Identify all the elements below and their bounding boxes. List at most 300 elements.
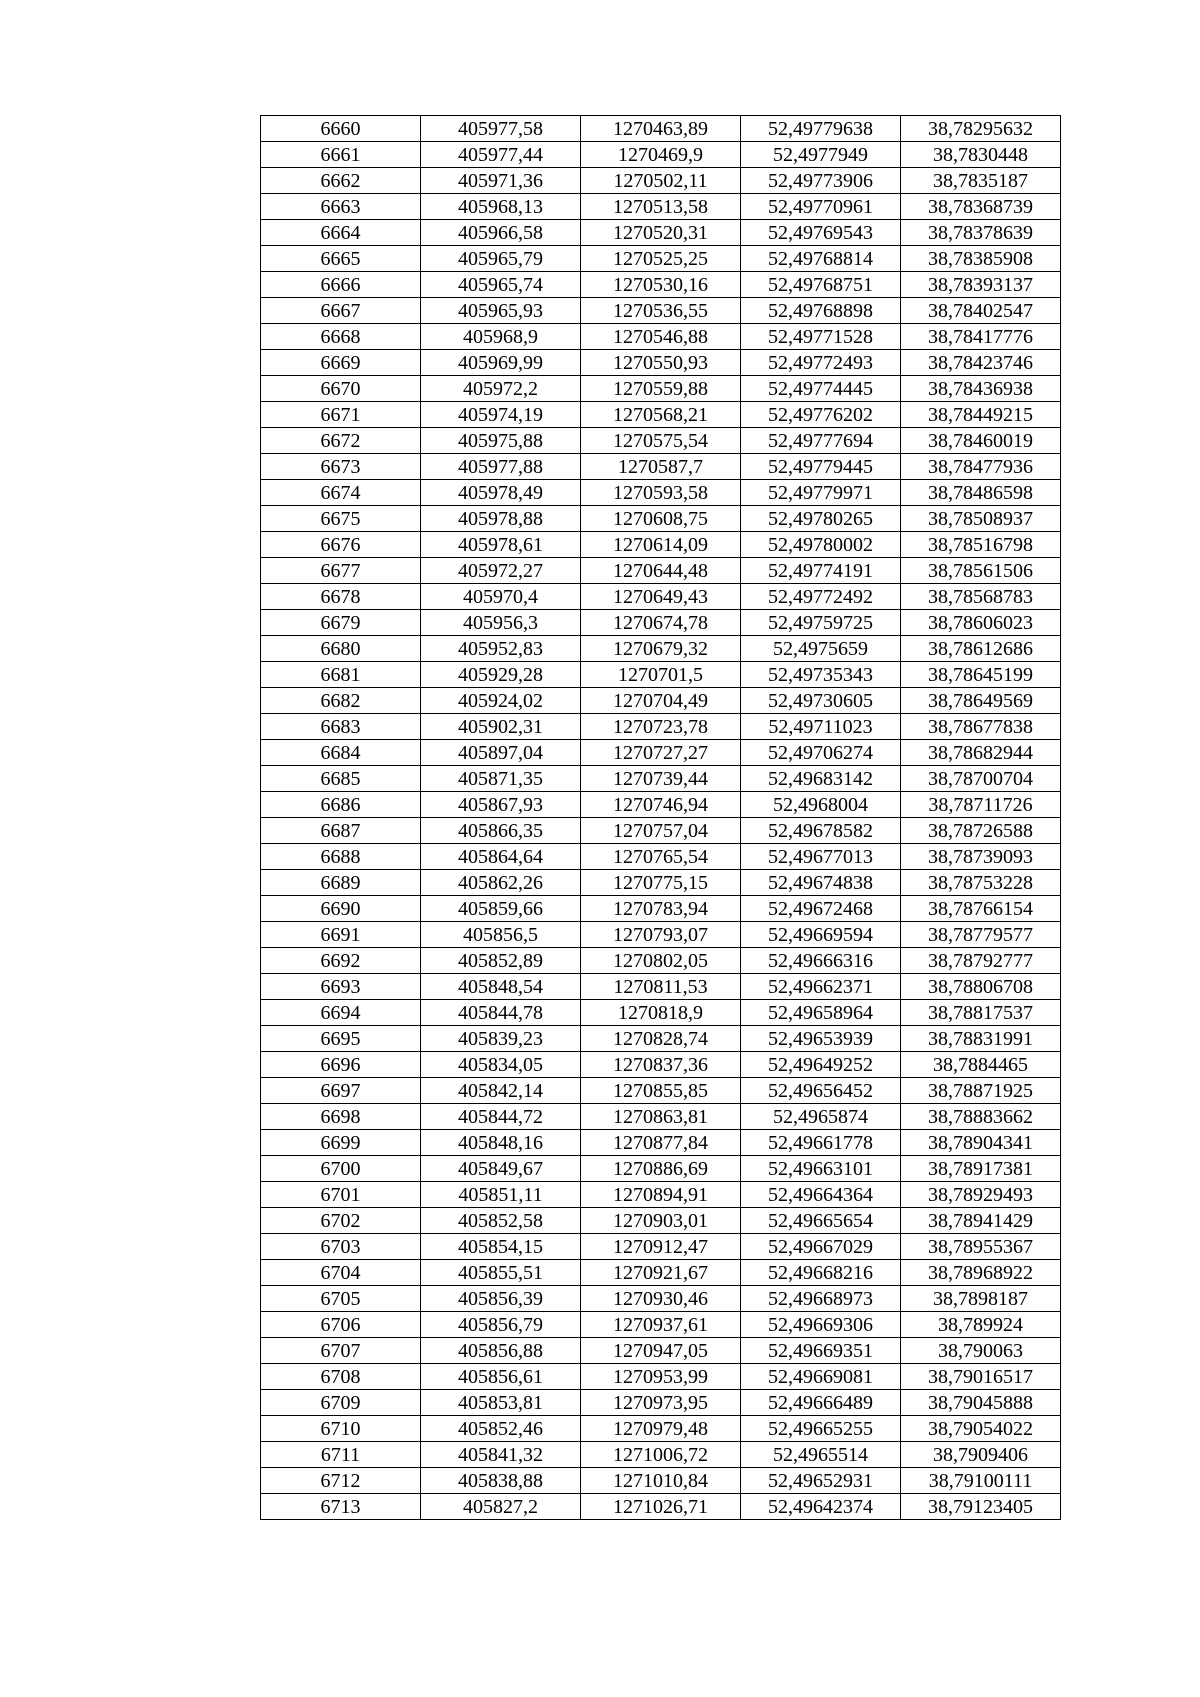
latitude-cell: 52,49735343 bbox=[741, 662, 901, 688]
point-number-cell: 6663 bbox=[261, 194, 421, 220]
x-coordinate-cell: 405970,4 bbox=[421, 584, 581, 610]
point-number-cell: 6668 bbox=[261, 324, 421, 350]
longitude-cell: 38,78417776 bbox=[901, 324, 1061, 350]
point-number-cell: 6671 bbox=[261, 402, 421, 428]
x-coordinate-cell: 405856,79 bbox=[421, 1312, 581, 1338]
latitude-cell: 52,49777694 bbox=[741, 428, 901, 454]
point-number-cell: 6684 bbox=[261, 740, 421, 766]
longitude-cell: 38,78766154 bbox=[901, 896, 1061, 922]
point-number-cell: 6689 bbox=[261, 870, 421, 896]
longitude-cell: 38,78368739 bbox=[901, 194, 1061, 220]
x-coordinate-cell: 405977,88 bbox=[421, 454, 581, 480]
x-coordinate-cell: 405852,89 bbox=[421, 948, 581, 974]
y-coordinate-cell: 1270886,69 bbox=[581, 1156, 741, 1182]
latitude-cell: 52,49769543 bbox=[741, 220, 901, 246]
x-coordinate-cell: 405965,79 bbox=[421, 246, 581, 272]
table-row bbox=[261, 1468, 1061, 1494]
y-coordinate-cell: 1270921,67 bbox=[581, 1260, 741, 1286]
latitude-cell: 52,49669306 bbox=[741, 1312, 901, 1338]
table-row bbox=[261, 480, 1061, 506]
y-coordinate-cell: 1270469,9 bbox=[581, 142, 741, 168]
longitude-cell: 38,78649569 bbox=[901, 688, 1061, 714]
point-number-cell: 6672 bbox=[261, 428, 421, 454]
y-coordinate-cell: 1270818,9 bbox=[581, 1000, 741, 1026]
point-number-cell: 6691 bbox=[261, 922, 421, 948]
point-number-cell: 6692 bbox=[261, 948, 421, 974]
x-coordinate-cell: 405978,88 bbox=[421, 506, 581, 532]
point-number-cell: 6711 bbox=[261, 1442, 421, 1468]
y-coordinate-cell: 1270614,09 bbox=[581, 532, 741, 558]
x-coordinate-cell: 405968,13 bbox=[421, 194, 581, 220]
latitude-cell: 52,49666316 bbox=[741, 948, 901, 974]
y-coordinate-cell: 1270802,05 bbox=[581, 948, 741, 974]
longitude-cell: 38,79045888 bbox=[901, 1390, 1061, 1416]
point-number-cell: 6690 bbox=[261, 896, 421, 922]
coordinates-table-body bbox=[261, 116, 1061, 1520]
table-row bbox=[261, 1026, 1061, 1052]
latitude-cell: 52,49730605 bbox=[741, 688, 901, 714]
x-coordinate-cell: 405871,35 bbox=[421, 766, 581, 792]
point-number-cell: 6705 bbox=[261, 1286, 421, 1312]
latitude-cell: 52,49667029 bbox=[741, 1234, 901, 1260]
table-row bbox=[261, 974, 1061, 1000]
point-number-cell: 6712 bbox=[261, 1468, 421, 1494]
y-coordinate-cell: 1270775,15 bbox=[581, 870, 741, 896]
x-coordinate-cell: 405856,5 bbox=[421, 922, 581, 948]
point-number-cell: 6680 bbox=[261, 636, 421, 662]
table-row bbox=[261, 844, 1061, 870]
x-coordinate-cell: 405848,16 bbox=[421, 1130, 581, 1156]
y-coordinate-cell: 1270587,7 bbox=[581, 454, 741, 480]
latitude-cell: 52,49677013 bbox=[741, 844, 901, 870]
longitude-cell: 38,78645199 bbox=[901, 662, 1061, 688]
point-number-cell: 6683 bbox=[261, 714, 421, 740]
longitude-cell: 38,78700704 bbox=[901, 766, 1061, 792]
longitude-cell: 38,78612686 bbox=[901, 636, 1061, 662]
x-coordinate-cell: 405852,46 bbox=[421, 1416, 581, 1442]
y-coordinate-cell: 1270536,55 bbox=[581, 298, 741, 324]
longitude-cell: 38,78295632 bbox=[901, 116, 1061, 142]
y-coordinate-cell: 1270727,27 bbox=[581, 740, 741, 766]
latitude-cell: 52,49674838 bbox=[741, 870, 901, 896]
table-row bbox=[261, 870, 1061, 896]
point-number-cell: 6701 bbox=[261, 1182, 421, 1208]
x-coordinate-cell: 405838,88 bbox=[421, 1468, 581, 1494]
point-number-cell: 6703 bbox=[261, 1234, 421, 1260]
longitude-cell: 38,78378639 bbox=[901, 220, 1061, 246]
y-coordinate-cell: 1270953,99 bbox=[581, 1364, 741, 1390]
x-coordinate-cell: 405971,36 bbox=[421, 168, 581, 194]
latitude-cell: 52,49774445 bbox=[741, 376, 901, 402]
table-row bbox=[261, 584, 1061, 610]
y-coordinate-cell: 1270575,54 bbox=[581, 428, 741, 454]
table-row bbox=[261, 662, 1061, 688]
point-number-cell: 6686 bbox=[261, 792, 421, 818]
point-number-cell: 6667 bbox=[261, 298, 421, 324]
point-number-cell: 6674 bbox=[261, 480, 421, 506]
longitude-cell: 38,78941429 bbox=[901, 1208, 1061, 1234]
y-coordinate-cell: 1270837,36 bbox=[581, 1052, 741, 1078]
y-coordinate-cell: 1271026,71 bbox=[581, 1494, 741, 1520]
point-number-cell: 6664 bbox=[261, 220, 421, 246]
longitude-cell: 38,78806708 bbox=[901, 974, 1061, 1000]
point-number-cell: 6704 bbox=[261, 1260, 421, 1286]
point-number-cell: 6698 bbox=[261, 1104, 421, 1130]
latitude-cell: 52,49669081 bbox=[741, 1364, 901, 1390]
point-number-cell: 6676 bbox=[261, 532, 421, 558]
longitude-cell: 38,79123405 bbox=[901, 1494, 1061, 1520]
table-row bbox=[261, 1312, 1061, 1338]
longitude-cell: 38,7830448 bbox=[901, 142, 1061, 168]
x-coordinate-cell: 405848,54 bbox=[421, 974, 581, 1000]
x-coordinate-cell: 405853,81 bbox=[421, 1390, 581, 1416]
longitude-cell: 38,78402547 bbox=[901, 298, 1061, 324]
point-number-cell: 6710 bbox=[261, 1416, 421, 1442]
y-coordinate-cell: 1270674,78 bbox=[581, 610, 741, 636]
latitude-cell: 52,49779445 bbox=[741, 454, 901, 480]
x-coordinate-cell: 405827,2 bbox=[421, 1494, 581, 1520]
y-coordinate-cell: 1270894,91 bbox=[581, 1182, 741, 1208]
x-coordinate-cell: 405968,9 bbox=[421, 324, 581, 350]
longitude-cell: 38,79054022 bbox=[901, 1416, 1061, 1442]
longitude-cell: 38,78711726 bbox=[901, 792, 1061, 818]
x-coordinate-cell: 405975,88 bbox=[421, 428, 581, 454]
table-row bbox=[261, 1208, 1061, 1234]
point-number-cell: 6700 bbox=[261, 1156, 421, 1182]
table-row bbox=[261, 792, 1061, 818]
point-number-cell: 6687 bbox=[261, 818, 421, 844]
latitude-cell: 52,4975659 bbox=[741, 636, 901, 662]
point-number-cell: 6670 bbox=[261, 376, 421, 402]
longitude-cell: 38,78871925 bbox=[901, 1078, 1061, 1104]
longitude-cell: 38,78779577 bbox=[901, 922, 1061, 948]
table-row bbox=[261, 168, 1061, 194]
y-coordinate-cell: 1270608,75 bbox=[581, 506, 741, 532]
latitude-cell: 52,49665255 bbox=[741, 1416, 901, 1442]
x-coordinate-cell: 405842,14 bbox=[421, 1078, 581, 1104]
longitude-cell: 38,78486598 bbox=[901, 480, 1061, 506]
y-coordinate-cell: 1270793,07 bbox=[581, 922, 741, 948]
longitude-cell: 38,7898187 bbox=[901, 1286, 1061, 1312]
latitude-cell: 52,49665654 bbox=[741, 1208, 901, 1234]
table-row bbox=[261, 220, 1061, 246]
longitude-cell: 38,78393137 bbox=[901, 272, 1061, 298]
x-coordinate-cell: 405855,51 bbox=[421, 1260, 581, 1286]
latitude-cell: 52,49768751 bbox=[741, 272, 901, 298]
table-row bbox=[261, 454, 1061, 480]
x-coordinate-cell: 405978,61 bbox=[421, 532, 581, 558]
table-row bbox=[261, 1156, 1061, 1182]
table-row bbox=[261, 1286, 1061, 1312]
table-row bbox=[261, 1052, 1061, 1078]
x-coordinate-cell: 405956,3 bbox=[421, 610, 581, 636]
y-coordinate-cell: 1270649,43 bbox=[581, 584, 741, 610]
x-coordinate-cell: 405969,99 bbox=[421, 350, 581, 376]
y-coordinate-cell: 1270502,11 bbox=[581, 168, 741, 194]
table-row bbox=[261, 532, 1061, 558]
latitude-cell: 52,49664364 bbox=[741, 1182, 901, 1208]
point-number-cell: 6688 bbox=[261, 844, 421, 870]
longitude-cell: 38,78753228 bbox=[901, 870, 1061, 896]
x-coordinate-cell: 405902,31 bbox=[421, 714, 581, 740]
latitude-cell: 52,49771528 bbox=[741, 324, 901, 350]
table-row bbox=[261, 766, 1061, 792]
y-coordinate-cell: 1270765,54 bbox=[581, 844, 741, 870]
x-coordinate-cell: 405897,04 bbox=[421, 740, 581, 766]
latitude-cell: 52,49672468 bbox=[741, 896, 901, 922]
x-coordinate-cell: 405854,15 bbox=[421, 1234, 581, 1260]
y-coordinate-cell: 1270783,94 bbox=[581, 896, 741, 922]
x-coordinate-cell: 405856,88 bbox=[421, 1338, 581, 1364]
point-number-cell: 6660 bbox=[261, 116, 421, 142]
y-coordinate-cell: 1270568,21 bbox=[581, 402, 741, 428]
y-coordinate-cell: 1270679,32 bbox=[581, 636, 741, 662]
point-number-cell: 6681 bbox=[261, 662, 421, 688]
latitude-cell: 52,49772492 bbox=[741, 584, 901, 610]
x-coordinate-cell: 405974,19 bbox=[421, 402, 581, 428]
latitude-cell: 52,49662371 bbox=[741, 974, 901, 1000]
latitude-cell: 52,4977949 bbox=[741, 142, 901, 168]
longitude-cell: 38,78968922 bbox=[901, 1260, 1061, 1286]
longitude-cell: 38,78831991 bbox=[901, 1026, 1061, 1052]
y-coordinate-cell: 1270746,94 bbox=[581, 792, 741, 818]
table-row bbox=[261, 896, 1061, 922]
y-coordinate-cell: 1270593,58 bbox=[581, 480, 741, 506]
point-number-cell: 6669 bbox=[261, 350, 421, 376]
x-coordinate-cell: 405965,74 bbox=[421, 272, 581, 298]
table-row bbox=[261, 740, 1061, 766]
longitude-cell: 38,78460019 bbox=[901, 428, 1061, 454]
y-coordinate-cell: 1270530,16 bbox=[581, 272, 741, 298]
point-number-cell: 6694 bbox=[261, 1000, 421, 1026]
table-row bbox=[261, 194, 1061, 220]
latitude-cell: 52,49668216 bbox=[741, 1260, 901, 1286]
x-coordinate-cell: 405862,26 bbox=[421, 870, 581, 896]
latitude-cell: 52,49683142 bbox=[741, 766, 901, 792]
point-number-cell: 6708 bbox=[261, 1364, 421, 1390]
table-row bbox=[261, 376, 1061, 402]
table-row bbox=[261, 714, 1061, 740]
x-coordinate-cell: 405952,83 bbox=[421, 636, 581, 662]
latitude-cell: 52,49653939 bbox=[741, 1026, 901, 1052]
longitude-cell: 38,78508937 bbox=[901, 506, 1061, 532]
x-coordinate-cell: 405977,44 bbox=[421, 142, 581, 168]
longitude-cell: 38,790063 bbox=[901, 1338, 1061, 1364]
table-row bbox=[261, 1130, 1061, 1156]
x-coordinate-cell: 405978,49 bbox=[421, 480, 581, 506]
latitude-cell: 52,49652931 bbox=[741, 1468, 901, 1494]
y-coordinate-cell: 1270704,49 bbox=[581, 688, 741, 714]
x-coordinate-cell: 405972,2 bbox=[421, 376, 581, 402]
point-number-cell: 6662 bbox=[261, 168, 421, 194]
longitude-cell: 38,78606023 bbox=[901, 610, 1061, 636]
x-coordinate-cell: 405852,58 bbox=[421, 1208, 581, 1234]
point-number-cell: 6675 bbox=[261, 506, 421, 532]
point-number-cell: 6673 bbox=[261, 454, 421, 480]
table-row bbox=[261, 402, 1061, 428]
table-row bbox=[261, 922, 1061, 948]
longitude-cell: 38,78385908 bbox=[901, 246, 1061, 272]
x-coordinate-cell: 405977,58 bbox=[421, 116, 581, 142]
y-coordinate-cell: 1270559,88 bbox=[581, 376, 741, 402]
table-row bbox=[261, 1416, 1061, 1442]
table-row bbox=[261, 1442, 1061, 1468]
x-coordinate-cell: 405844,72 bbox=[421, 1104, 581, 1130]
longitude-cell: 38,78904341 bbox=[901, 1130, 1061, 1156]
y-coordinate-cell: 1270757,04 bbox=[581, 818, 741, 844]
latitude-cell: 52,49669351 bbox=[741, 1338, 901, 1364]
point-number-cell: 6702 bbox=[261, 1208, 421, 1234]
table-row bbox=[261, 1078, 1061, 1104]
longitude-cell: 38,78883662 bbox=[901, 1104, 1061, 1130]
x-coordinate-cell: 405851,11 bbox=[421, 1182, 581, 1208]
longitude-cell: 38,78516798 bbox=[901, 532, 1061, 558]
y-coordinate-cell: 1270979,48 bbox=[581, 1416, 741, 1442]
table-row bbox=[261, 506, 1061, 532]
table-row bbox=[261, 272, 1061, 298]
x-coordinate-cell: 405866,35 bbox=[421, 818, 581, 844]
point-number-cell: 6682 bbox=[261, 688, 421, 714]
latitude-cell: 52,49656452 bbox=[741, 1078, 901, 1104]
point-number-cell: 6679 bbox=[261, 610, 421, 636]
point-number-cell: 6661 bbox=[261, 142, 421, 168]
y-coordinate-cell: 1270811,53 bbox=[581, 974, 741, 1000]
x-coordinate-cell: 405834,05 bbox=[421, 1052, 581, 1078]
latitude-cell: 52,49773906 bbox=[741, 168, 901, 194]
latitude-cell: 52,49770961 bbox=[741, 194, 901, 220]
longitude-cell: 38,79016517 bbox=[901, 1364, 1061, 1390]
y-coordinate-cell: 1270973,95 bbox=[581, 1390, 741, 1416]
longitude-cell: 38,78917381 bbox=[901, 1156, 1061, 1182]
table-row bbox=[261, 1364, 1061, 1390]
longitude-cell: 38,78792777 bbox=[901, 948, 1061, 974]
latitude-cell: 52,49642374 bbox=[741, 1494, 901, 1520]
y-coordinate-cell: 1270550,93 bbox=[581, 350, 741, 376]
y-coordinate-cell: 1270520,31 bbox=[581, 220, 741, 246]
x-coordinate-cell: 405924,02 bbox=[421, 688, 581, 714]
longitude-cell: 38,78817537 bbox=[901, 1000, 1061, 1026]
latitude-cell: 52,49780002 bbox=[741, 532, 901, 558]
y-coordinate-cell: 1270863,81 bbox=[581, 1104, 741, 1130]
longitude-cell: 38,78726588 bbox=[901, 818, 1061, 844]
point-number-cell: 6707 bbox=[261, 1338, 421, 1364]
x-coordinate-cell: 405856,61 bbox=[421, 1364, 581, 1390]
point-number-cell: 6666 bbox=[261, 272, 421, 298]
y-coordinate-cell: 1270701,5 bbox=[581, 662, 741, 688]
y-coordinate-cell: 1270903,01 bbox=[581, 1208, 741, 1234]
x-coordinate-cell: 405844,78 bbox=[421, 1000, 581, 1026]
table-row bbox=[261, 298, 1061, 324]
longitude-cell: 38,78682944 bbox=[901, 740, 1061, 766]
latitude-cell: 52,49668973 bbox=[741, 1286, 901, 1312]
latitude-cell: 52,49661778 bbox=[741, 1130, 901, 1156]
latitude-cell: 52,49711023 bbox=[741, 714, 901, 740]
point-number-cell: 6699 bbox=[261, 1130, 421, 1156]
table-row bbox=[261, 1494, 1061, 1520]
latitude-cell: 52,49779638 bbox=[741, 116, 901, 142]
point-number-cell: 6713 bbox=[261, 1494, 421, 1520]
x-coordinate-cell: 405859,66 bbox=[421, 896, 581, 922]
latitude-cell: 52,49678582 bbox=[741, 818, 901, 844]
table-row bbox=[261, 1104, 1061, 1130]
y-coordinate-cell: 1271006,72 bbox=[581, 1442, 741, 1468]
y-coordinate-cell: 1270463,89 bbox=[581, 116, 741, 142]
table-row bbox=[261, 246, 1061, 272]
y-coordinate-cell: 1270937,61 bbox=[581, 1312, 741, 1338]
y-coordinate-cell: 1270912,47 bbox=[581, 1234, 741, 1260]
x-coordinate-cell: 405839,23 bbox=[421, 1026, 581, 1052]
point-number-cell: 6665 bbox=[261, 246, 421, 272]
latitude-cell: 52,4965874 bbox=[741, 1104, 901, 1130]
latitude-cell: 52,49706274 bbox=[741, 740, 901, 766]
y-coordinate-cell: 1270930,46 bbox=[581, 1286, 741, 1312]
longitude-cell: 38,78955367 bbox=[901, 1234, 1061, 1260]
longitude-cell: 38,7909406 bbox=[901, 1442, 1061, 1468]
latitude-cell: 52,49759725 bbox=[741, 610, 901, 636]
table-row bbox=[261, 116, 1061, 142]
y-coordinate-cell: 1270828,74 bbox=[581, 1026, 741, 1052]
table-row bbox=[261, 558, 1061, 584]
longitude-cell: 38,7884465 bbox=[901, 1052, 1061, 1078]
x-coordinate-cell: 405841,32 bbox=[421, 1442, 581, 1468]
latitude-cell: 52,49669594 bbox=[741, 922, 901, 948]
table-row bbox=[261, 142, 1061, 168]
point-number-cell: 6696 bbox=[261, 1052, 421, 1078]
longitude-cell: 38,78561506 bbox=[901, 558, 1061, 584]
x-coordinate-cell: 405965,93 bbox=[421, 298, 581, 324]
longitude-cell: 38,789924 bbox=[901, 1312, 1061, 1338]
longitude-cell: 38,78423746 bbox=[901, 350, 1061, 376]
longitude-cell: 38,78677838 bbox=[901, 714, 1061, 740]
y-coordinate-cell: 1270525,25 bbox=[581, 246, 741, 272]
y-coordinate-cell: 1270855,85 bbox=[581, 1078, 741, 1104]
longitude-cell: 38,78929493 bbox=[901, 1182, 1061, 1208]
y-coordinate-cell: 1271010,84 bbox=[581, 1468, 741, 1494]
x-coordinate-cell: 405972,27 bbox=[421, 558, 581, 584]
x-coordinate-cell: 405929,28 bbox=[421, 662, 581, 688]
x-coordinate-cell: 405849,67 bbox=[421, 1156, 581, 1182]
y-coordinate-cell: 1270644,48 bbox=[581, 558, 741, 584]
x-coordinate-cell: 405867,93 bbox=[421, 792, 581, 818]
x-coordinate-cell: 405864,64 bbox=[421, 844, 581, 870]
latitude-cell: 52,49776202 bbox=[741, 402, 901, 428]
table-row bbox=[261, 636, 1061, 662]
latitude-cell: 52,49663101 bbox=[741, 1156, 901, 1182]
point-number-cell: 6678 bbox=[261, 584, 421, 610]
table-row bbox=[261, 1338, 1061, 1364]
latitude-cell: 52,49772493 bbox=[741, 350, 901, 376]
latitude-cell: 52,49649252 bbox=[741, 1052, 901, 1078]
latitude-cell: 52,49768898 bbox=[741, 298, 901, 324]
point-number-cell: 6706 bbox=[261, 1312, 421, 1338]
point-number-cell: 6709 bbox=[261, 1390, 421, 1416]
longitude-cell: 38,79100111 bbox=[901, 1468, 1061, 1494]
table-row bbox=[261, 1234, 1061, 1260]
longitude-cell: 38,7835187 bbox=[901, 168, 1061, 194]
longitude-cell: 38,78739093 bbox=[901, 844, 1061, 870]
latitude-cell: 52,49658964 bbox=[741, 1000, 901, 1026]
table-row bbox=[261, 1182, 1061, 1208]
latitude-cell: 52,49780265 bbox=[741, 506, 901, 532]
table-row bbox=[261, 1260, 1061, 1286]
y-coordinate-cell: 1270513,58 bbox=[581, 194, 741, 220]
latitude-cell: 52,49768814 bbox=[741, 246, 901, 272]
latitude-cell: 52,49666489 bbox=[741, 1390, 901, 1416]
point-number-cell: 6677 bbox=[261, 558, 421, 584]
table-row bbox=[261, 428, 1061, 454]
table-row bbox=[261, 324, 1061, 350]
table-row bbox=[261, 1000, 1061, 1026]
